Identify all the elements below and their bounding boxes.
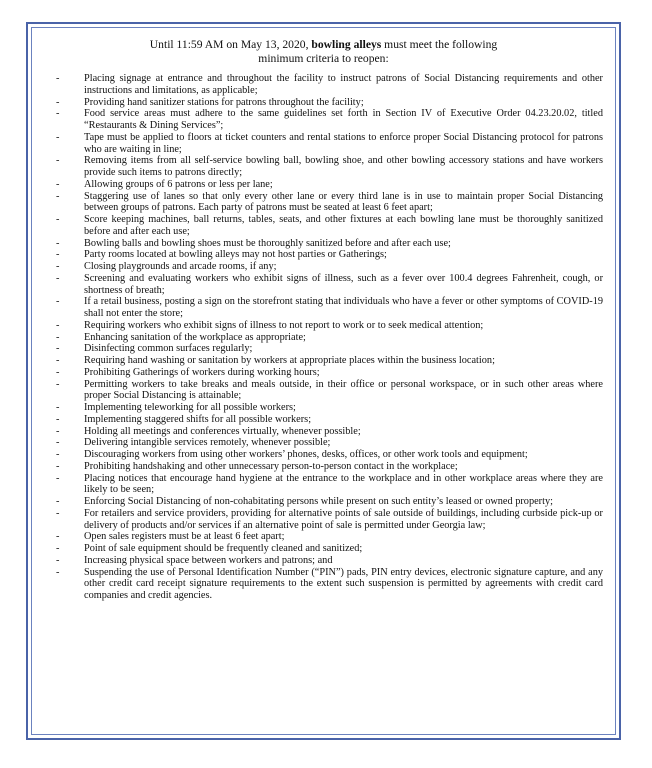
bullet-dash: - (56, 214, 60, 225)
list-item-text: Removing items from all self-service bowling ball, bowling shoe, and other bowling accessory stations and have workers provide such items to patrons directly; (84, 155, 603, 178)
bullet-dash: - (56, 531, 60, 543)
list-item (44, 320, 603, 332)
document-border-inner (31, 27, 616, 735)
list-item (44, 155, 603, 179)
title-suffix: must meet the following (381, 38, 498, 51)
list-item-text: Requiring workers who exhibit signs of illness to not report to work or to seek medical attention; (84, 319, 484, 331)
bullet-dash: - (56, 460, 60, 472)
list-item (44, 461, 603, 473)
list-item-text: Enhancing sanitation of the workplace as appropriate; (84, 331, 306, 343)
bullet-dash: - (56, 237, 60, 249)
list-item (44, 238, 603, 250)
list-item (44, 108, 603, 132)
bullet-dash: - (56, 402, 60, 413)
title-line2: minimum criteria to reopen: (258, 51, 389, 65)
list-item-text: Providing hand sanitizer stations for patrons throughout the facility; (84, 96, 364, 108)
list-item-text: Food service areas must adhere to the same guidelines set forth in Section IV of Executive Order 04.23.20.02, titled “Restaurants & Dining Services”; (84, 108, 603, 131)
list-item (44, 555, 603, 567)
list-item (44, 567, 603, 602)
document-border-outer (26, 22, 621, 740)
bullet-dash: - (56, 378, 60, 390)
list-item (44, 343, 603, 355)
list-item (44, 508, 603, 532)
bullet-dash: - (56, 96, 60, 108)
bullet-dash: - (56, 496, 60, 507)
list-item-text: Holding all meetings and conferences virtually, whenever possible; (84, 425, 361, 437)
bullet-dash: - (56, 554, 60, 566)
list-item (44, 367, 603, 379)
list-item-text: Screening and evaluating workers who exhibit signs of illness, such as a fever over 100.4 degrees Fahrenheit, cough, or shortness of breath; (84, 272, 603, 296)
bullet-dash: - (56, 249, 60, 261)
bullet-dash: - (56, 425, 60, 437)
list-item (44, 355, 603, 367)
list-item (44, 426, 603, 438)
bullet-dash: - (56, 272, 60, 284)
bullet-dash: - (56, 131, 60, 143)
list-item-text: Bowling balls and bowling shoes must be thoroughly sanitized before and after each use; (84, 237, 451, 249)
document-title (44, 38, 603, 65)
bullet-dash: - (56, 73, 60, 84)
list-item-text: Tape must be applied to floors at ticket counters and rental stations to enforce proper Social Distancing protocol for patrons who are waiting in line; (84, 131, 603, 155)
bullet-dash: - (56, 331, 60, 343)
list-item (44, 273, 603, 297)
document-content (44, 38, 603, 602)
list-item (44, 332, 603, 344)
list-item-text: Placing notices that encourage hand hygiene at the entrance to the workplace and in other workplace areas where they are likely to be seen; (84, 472, 603, 496)
list-item (44, 402, 603, 414)
list-item (44, 531, 603, 543)
list-item (44, 261, 603, 273)
criteria-list (44, 73, 603, 602)
list-item-text: Enforcing Social Distancing of non-cohabitating persons while present on such entity’s leased or owned property; (84, 496, 553, 507)
title-bold: bowling alleys (311, 38, 382, 51)
list-item-text: Delivering intangible services remotely, whenever possible; (84, 437, 331, 449)
bullet-dash: - (56, 261, 60, 272)
list-item-text: If a retail business, posting a sign on the storefront stating that individuals who have a fever or other symptoms of COVID-19 shall not enter the store; (84, 296, 603, 319)
bullet-dash: - (56, 437, 60, 449)
list-item-text: Disinfecting common surfaces regularly; (84, 343, 253, 355)
list-item-text: For retailers and service providers, providing for alternative points of sale outside of buildings, including curbside pick-up or delivery of products and/or services if an alternative point of sale is permitted under Georgia law; (84, 507, 603, 531)
bullet-dash: - (56, 366, 60, 378)
bullet-dash: - (56, 566, 60, 578)
list-item-text: Requiring hand washing or sanitation by workers at appropriate places within the business location; (84, 355, 495, 366)
list-item-text: Score keeping machines, ball returns, tables, seats, and other fixtures at each bowling lane must be thoroughly sanitized before and after each use; (84, 214, 603, 237)
list-item-text: Prohibiting handshaking and other unnecessary person-to-person contact in the workplace; (84, 460, 458, 472)
list-item (44, 496, 603, 508)
list-item-text: Closing playgrounds and arcade rooms, if any; (84, 261, 277, 272)
list-item-text: Implementing staggered shifts for all possible workers; (84, 413, 312, 425)
list-item (44, 296, 603, 320)
bullet-dash: - (56, 190, 60, 202)
list-item-text: Increasing physical space between workers and patrons; and (84, 554, 333, 566)
list-item-text: Allowing groups of 6 patrons or less per lane; (84, 178, 273, 190)
list-item (44, 449, 603, 461)
list-item (44, 179, 603, 191)
title-prefix: Until 11:59 AM on May 13, 2020, (149, 38, 312, 51)
list-item-text: Discouraging workers from using other workers’ phones, desks, offices, or other work tools and equipment; (84, 449, 528, 460)
list-item-text: Implementing teleworking for all possible workers; (84, 402, 296, 413)
list-item-text: Staggering use of lanes so that only every other lane or every third lane is in use to maintain proper Social Distancing between groups of patrons. Each party of patrons must be seated at least 6 feet apart; (84, 190, 603, 214)
bullet-dash: - (56, 155, 60, 167)
list-item (44, 543, 603, 555)
list-item (44, 97, 603, 109)
list-item (44, 191, 603, 215)
bullet-dash: - (56, 343, 60, 355)
list-item-text: Suspending the use of Personal Identification Number (“PIN”) pads, PIN entry devices, electronic signature capture, and any other credit card receipt signature requirements to the extent such suspension is permitted by agreements with credit card companies and credit agencies. (84, 566, 603, 601)
list-item-text: Placing signage at entrance and throughout the facility to instruct patrons of Social Distancing requirements and other instructions and limitations, as applicable; (84, 73, 603, 96)
list-item (44, 473, 603, 497)
bullet-dash: - (56, 319, 60, 331)
bullet-dash: - (56, 355, 60, 366)
list-item (44, 379, 603, 403)
list-item-text: Prohibiting Gatherings of workers during working hours; (84, 366, 320, 378)
list-item (44, 73, 603, 97)
list-item-text: Party rooms located at bowling alleys may not host parties or Gatherings; (84, 249, 387, 261)
bullet-dash: - (56, 413, 60, 425)
list-item-text: Permitting workers to take breaks and meals outside, in their office or personal workspace, or in such other areas where proper Social Distancing is attainable; (84, 378, 603, 402)
bullet-dash: - (56, 472, 60, 484)
bullet-dash: - (56, 507, 60, 519)
list-item (44, 414, 603, 426)
list-item-text: Point of sale equipment should be frequently cleaned and sanitized; (84, 543, 363, 554)
list-item (44, 132, 603, 156)
list-item (44, 249, 603, 261)
bullet-dash: - (56, 296, 60, 308)
bullet-dash: - (56, 449, 60, 460)
bullet-dash: - (56, 178, 60, 190)
list-item-text: Open sales registers must be at least 6 feet apart; (84, 531, 285, 543)
list-item (44, 214, 603, 238)
list-item (44, 437, 603, 449)
bullet-dash: - (56, 108, 60, 120)
bullet-dash: - (56, 543, 60, 554)
